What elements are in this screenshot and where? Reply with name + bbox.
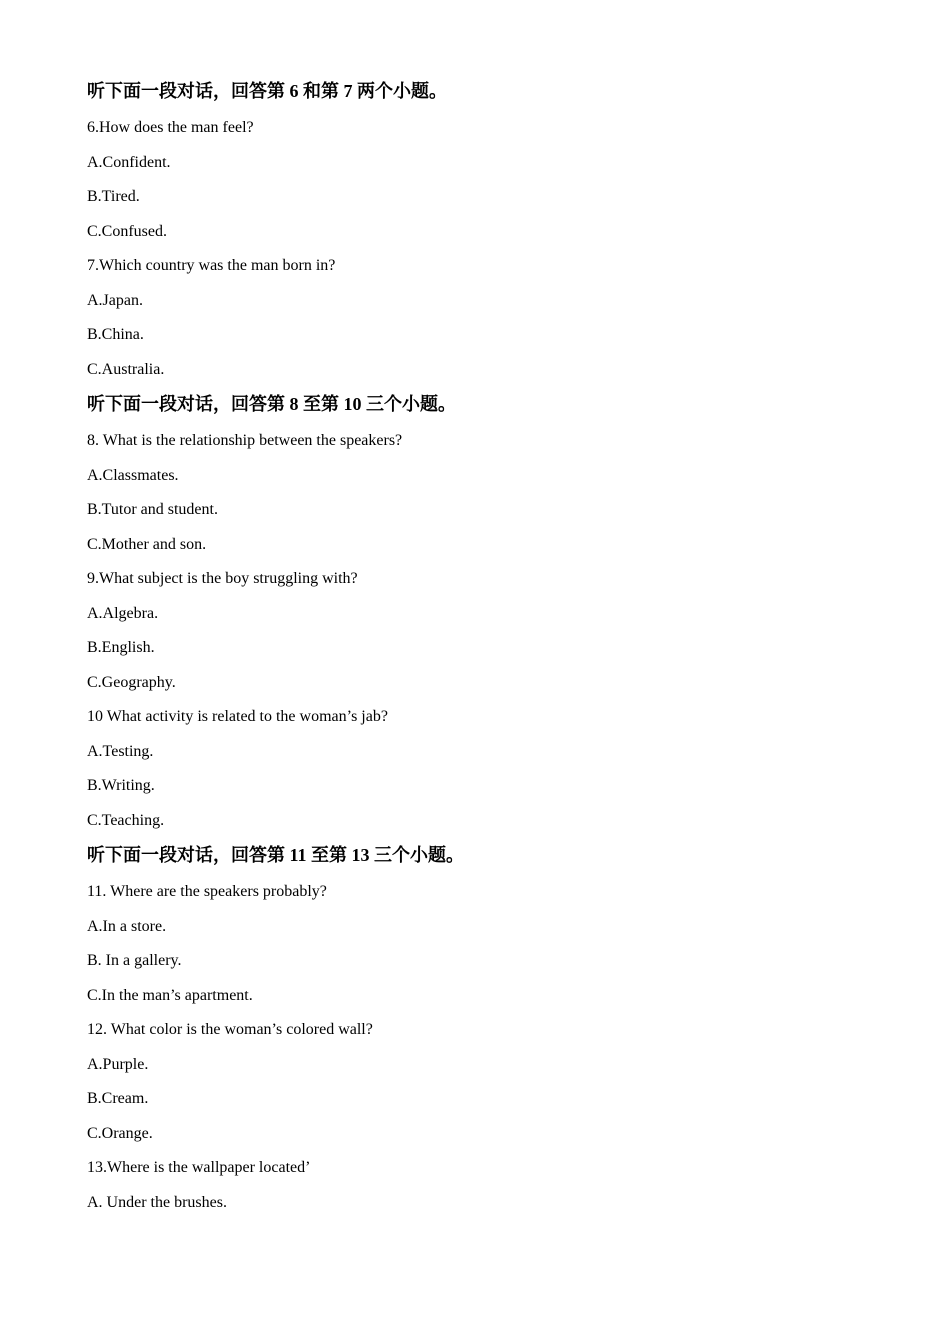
answer-option: C.Mother and son. bbox=[87, 536, 207, 553]
answer-option: A.Purple. bbox=[87, 1056, 149, 1073]
section-heading: 听下面一段对话，回答第 11 至第 13 三个小题。 bbox=[87, 845, 465, 865]
answer-option: A.In a store. bbox=[87, 918, 167, 935]
answer-option: C.Teaching. bbox=[87, 812, 165, 829]
answer-option: A.Japan. bbox=[87, 292, 143, 309]
answer-option: B.Writing. bbox=[87, 777, 155, 794]
question-text: 8. What is the relationship between the speakers? bbox=[87, 432, 403, 449]
question-text: 9.What subject is the boy struggling with? bbox=[87, 570, 358, 587]
answer-option: A.Algebra. bbox=[87, 605, 159, 622]
question-text: 11. Where are the speakers probably? bbox=[87, 883, 327, 900]
answer-option: B.Tired. bbox=[87, 188, 140, 205]
answer-option: C.Confused. bbox=[87, 223, 167, 240]
answer-option: C.Geography. bbox=[87, 674, 176, 691]
answer-option: C.Australia. bbox=[87, 361, 165, 378]
question-text: 12. What color is the woman’s colored wall? bbox=[87, 1021, 373, 1038]
answer-option: B.China. bbox=[87, 326, 144, 343]
question-text: 6.How does the man feel? bbox=[87, 119, 254, 136]
answer-option: B.Cream. bbox=[87, 1090, 149, 1107]
answer-option: B. In a gallery. bbox=[87, 952, 182, 969]
answer-option: B.Tutor and student. bbox=[87, 501, 218, 518]
question-text: 10 What activity is related to the woman’s jab? bbox=[87, 708, 388, 725]
answer-option: A.Classmates. bbox=[87, 467, 179, 484]
section-heading: 听下面一段对话，回答第 6 和第 7 两个小题。 bbox=[87, 81, 447, 101]
answer-option: A.Confident. bbox=[87, 154, 171, 171]
question-text: 13.Where is the wallpaper located’ bbox=[87, 1159, 311, 1176]
section-heading: 听下面一段对话，回答第 8 至第 10 三个小题。 bbox=[87, 394, 456, 414]
answer-option: B.English. bbox=[87, 639, 155, 656]
answer-option: C.Orange. bbox=[87, 1125, 153, 1142]
answer-option: C.In the man’s apartment. bbox=[87, 987, 253, 1004]
question-text: 7.Which country was the man born in? bbox=[87, 257, 336, 274]
answer-option: A.Testing. bbox=[87, 743, 154, 760]
answer-option: A. Under the brushes. bbox=[87, 1194, 227, 1211]
